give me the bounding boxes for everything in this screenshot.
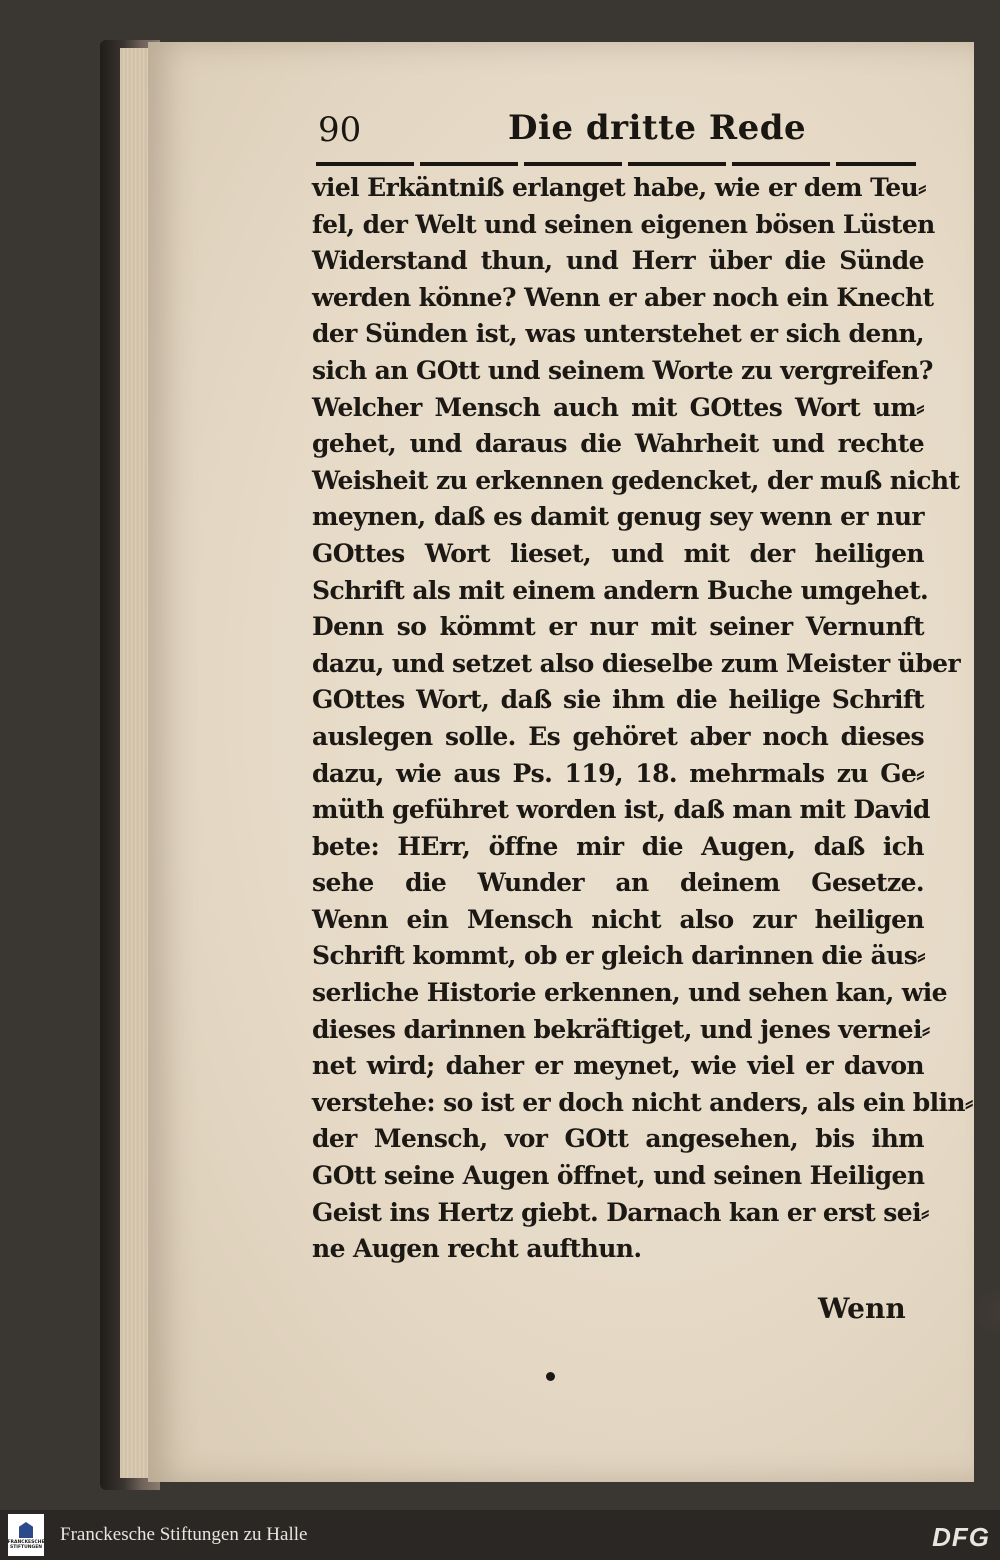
text-line: serliche Historie erkennen, und sehen kan, wie <box>312 978 947 1008</box>
text-line: bete: HErr, öffne mir die Augen, daß ich <box>312 831 924 861</box>
text-line: Schrift kommt, ob er gleich darinnen die äus⸗ <box>312 941 925 971</box>
ink-bleed-through <box>968 1282 1000 1342</box>
text-line: Geist ins Hertz giebt. Darnach kan er erst sei⸗ <box>312 1197 929 1227</box>
dfg-logo[interactable]: DFG <box>932 1522 990 1552</box>
text-line: GOtt seine Augen öffnet, und seinen Heiligen <box>312 1161 925 1191</box>
text-line: fel, der Welt und seinen eigenen bösen Lüsten <box>312 209 935 239</box>
institution-name[interactable]: Franckesche Stiftungen zu Halle <box>60 1524 308 1545</box>
text-line: verstehe: so ist er doch nicht anders, als ein blin⸗ <box>312 1087 973 1117</box>
text-line: auslegen solle. Es gehöret aber noch dieses <box>312 721 924 751</box>
text-line: meynen, daß es damit genug sey wenn er nur <box>312 502 924 532</box>
text-line: werden könne? Wenn er aber noch ein Knecht <box>312 282 934 312</box>
body-text <box>312 170 973 1268</box>
text-line: sich an GOtt und seinem Worte zu vergreifen? <box>312 355 933 385</box>
text-line: der Mensch, vor GOtt angesehen, bis ihm <box>312 1124 924 1154</box>
text-line: sehe die Wunder an deinem Gesetze. <box>312 868 924 898</box>
text-line: Widerstand thun, und Herr über die Sünde <box>312 246 924 276</box>
text-line: viel Erkäntniß erlanget habe, wie er dem Teu⸗ <box>312 173 926 202</box>
franckesche-stiftungen-logo[interactable] <box>8 1514 44 1556</box>
text-line: Wenn ein Mensch nicht also zur heiligen <box>312 904 924 934</box>
text-line: Welcher Mensch auch mit GOttes Wort um⸗ <box>312 392 924 422</box>
catchword: Wenn <box>818 1292 906 1325</box>
signature-mark <box>546 1372 555 1381</box>
page-header <box>168 72 918 162</box>
text-line: net wird; daher er meynet, wie viel er davon <box>312 1051 924 1081</box>
text-line: ne Augen recht aufthun. <box>312 1234 642 1264</box>
text-line: Weisheit zu erkennen gedencket, der muß nicht <box>312 465 960 495</box>
running-head: Die dritte Rede <box>508 108 807 148</box>
text-line: dieses darinnen bekräftiget, und jenes vernei⸗ <box>312 1014 930 1044</box>
emblem-icon <box>19 1522 33 1538</box>
text-line: gehet, und daraus die Wahrheit und rechte <box>312 429 924 459</box>
text-line: der Sünden ist, was unterstehet er sich denn, <box>312 319 924 349</box>
footer-bar <box>0 1510 1000 1560</box>
header-rule <box>316 162 916 166</box>
text-line: müth geführet worden ist, daß man mit David <box>312 795 930 825</box>
text-line: GOttes Wort, daß sie ihm die heilige Schrift <box>312 685 924 715</box>
logo-text-line: FRANCKESCHE <box>7 1540 45 1545</box>
text-line: Denn so kömmt er nur mit seiner Vernunft <box>312 612 924 642</box>
page-number: 90 <box>318 110 362 150</box>
text-line: dazu, wie aus Ps. 119, 18. mehrmals zu Ge⸗ <box>312 758 924 788</box>
logo-text-line: STIFTUNGEN <box>9 1545 43 1550</box>
text-line: Schrift als mit einem andern Buche umgehet. <box>312 575 929 605</box>
text-line: dazu, und setzet also dieselbe zum Meister über <box>312 648 961 678</box>
text-line: GOttes Wort lieset, und mit der heiligen <box>312 538 924 568</box>
